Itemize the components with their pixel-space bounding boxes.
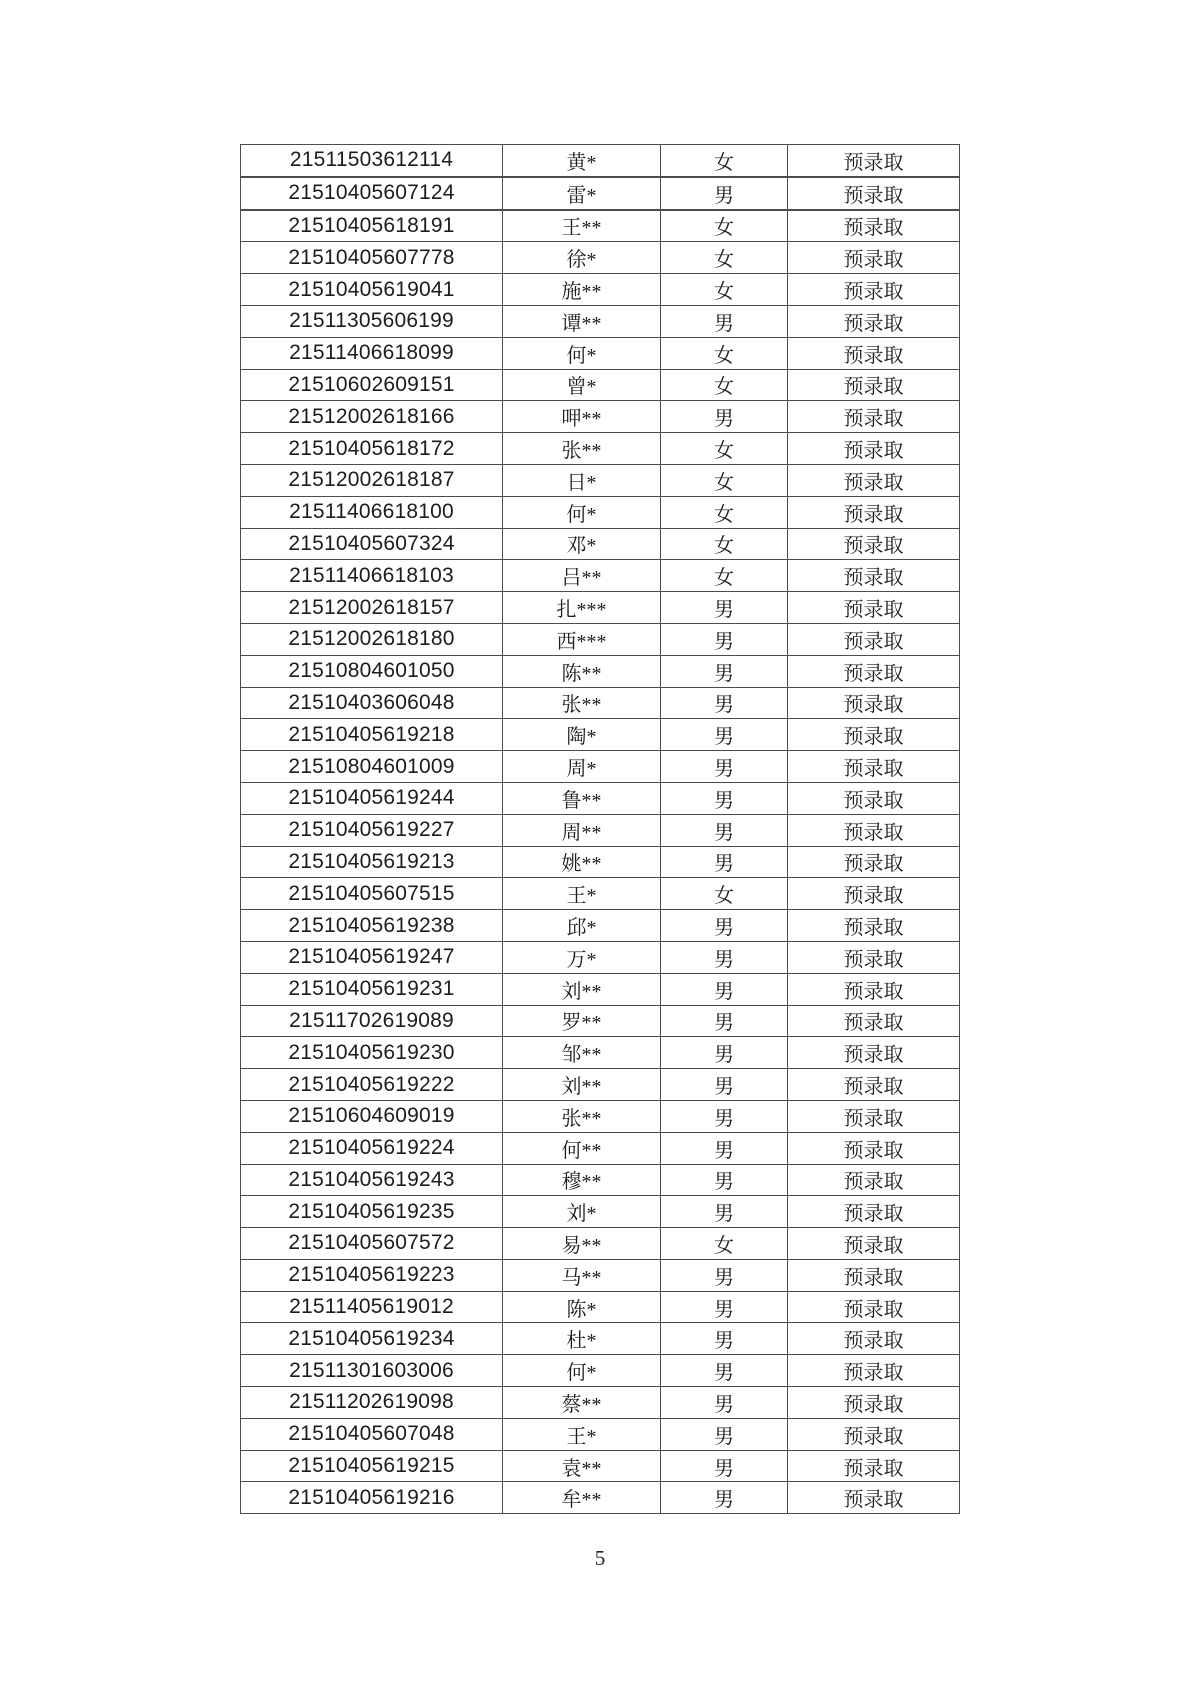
table-row: [241, 751, 960, 783]
cell-exam-id: 21511305606199: [241, 305, 503, 337]
table-row: [241, 782, 960, 814]
cell-gender: 男: [661, 1100, 788, 1132]
cell-gender: 男: [661, 1355, 788, 1387]
cell-gender: 女: [661, 528, 788, 560]
cell-status: 预录取: [788, 814, 960, 846]
cell-gender: 男: [661, 910, 788, 942]
cell-gender: 男: [661, 401, 788, 433]
cell-gender: 男: [661, 1005, 788, 1037]
table-row: [241, 687, 960, 719]
admission-roster-table: [240, 144, 960, 1514]
cell-name: 吕**: [503, 560, 661, 592]
cell-gender: 男: [661, 1132, 788, 1164]
cell-exam-id: 21510405619231: [241, 973, 503, 1005]
cell-status: 预录取: [788, 1069, 960, 1101]
cell-exam-id: 21510405619234: [241, 1323, 503, 1355]
table-row: [241, 496, 960, 528]
table-row: [241, 655, 960, 687]
cell-gender: 男: [661, 177, 788, 210]
cell-status: 预录取: [788, 623, 960, 655]
cell-exam-id: 21510405619227: [241, 814, 503, 846]
cell-exam-id: 21511406618099: [241, 337, 503, 369]
cell-status: 预录取: [788, 210, 960, 242]
cell-exam-id: 21511406618100: [241, 496, 503, 528]
cell-status: 预录取: [788, 1387, 960, 1419]
cell-status: 预录取: [788, 177, 960, 210]
cell-exam-id: 21510405619235: [241, 1196, 503, 1228]
cell-name: 蔡**: [503, 1387, 661, 1419]
cell-name: 施**: [503, 274, 661, 306]
cell-status: 预录取: [788, 337, 960, 369]
cell-name: 曾*: [503, 369, 661, 401]
cell-gender: 男: [661, 973, 788, 1005]
cell-exam-id: 21510405619213: [241, 846, 503, 878]
table-row: [241, 305, 960, 337]
cell-exam-id: 21511406618103: [241, 560, 503, 592]
cell-gender: 女: [661, 369, 788, 401]
cell-name: 陈**: [503, 655, 661, 687]
cell-name: 王*: [503, 1418, 661, 1450]
cell-name: 姚**: [503, 846, 661, 878]
cell-status: 预录取: [788, 369, 960, 401]
cell-status: 预录取: [788, 1005, 960, 1037]
cell-exam-id: 21510405619238: [241, 910, 503, 942]
cell-exam-id: 21510405619218: [241, 719, 503, 751]
cell-status: 预录取: [788, 1132, 960, 1164]
cell-name: 周**: [503, 814, 661, 846]
cell-name: 穆**: [503, 1164, 661, 1196]
table-row: [241, 433, 960, 465]
table-row: [241, 878, 960, 910]
cell-exam-id: 21510405619041: [241, 274, 503, 306]
cell-exam-id: 21510405619224: [241, 1132, 503, 1164]
cell-gender: 男: [661, 1291, 788, 1323]
cell-status: 预录取: [788, 1450, 960, 1482]
cell-status: 预录取: [788, 1100, 960, 1132]
cell-gender: 男: [661, 719, 788, 751]
cell-exam-id: 21512002618157: [241, 592, 503, 624]
cell-status: 预录取: [788, 433, 960, 465]
table-row: [241, 369, 960, 401]
cell-status: 预录取: [788, 242, 960, 274]
cell-exam-id: 21512002618166: [241, 401, 503, 433]
cell-gender: 男: [661, 1069, 788, 1101]
cell-name: 袁**: [503, 1450, 661, 1482]
table-row: [241, 1482, 960, 1514]
cell-name: 王**: [503, 210, 661, 242]
table-row: [241, 1450, 960, 1482]
table-row: [241, 1355, 960, 1387]
table-row: [241, 973, 960, 1005]
cell-status: 预录取: [788, 1323, 960, 1355]
cell-name: 刘*: [503, 1196, 661, 1228]
cell-gender: 女: [661, 242, 788, 274]
table-row: [241, 210, 960, 242]
table-row: [241, 1418, 960, 1450]
roster-table-body: [241, 145, 960, 1514]
table-row: [241, 814, 960, 846]
cell-status: 预录取: [788, 1291, 960, 1323]
table-row: [241, 1259, 960, 1291]
table-row: [241, 592, 960, 624]
cell-status: 预录取: [788, 1418, 960, 1450]
cell-name: 易**: [503, 1228, 661, 1260]
cell-status: 预录取: [788, 846, 960, 878]
table-row: [241, 910, 960, 942]
cell-exam-id: 21511405619012: [241, 1291, 503, 1323]
cell-gender: 男: [661, 1037, 788, 1069]
cell-gender: 男: [661, 751, 788, 783]
table-row: [241, 1164, 960, 1196]
cell-gender: 男: [661, 687, 788, 719]
cell-name: 马**: [503, 1259, 661, 1291]
cell-name: 何*: [503, 337, 661, 369]
cell-name: 陶*: [503, 719, 661, 751]
cell-status: 预录取: [788, 1164, 960, 1196]
cell-name: 牟**: [503, 1482, 661, 1514]
cell-exam-id: 21510403606048: [241, 687, 503, 719]
cell-exam-id: 21510405607124: [241, 177, 503, 210]
cell-name: 何*: [503, 1355, 661, 1387]
cell-status: 预录取: [788, 751, 960, 783]
cell-gender: 女: [661, 210, 788, 242]
cell-status: 预录取: [788, 528, 960, 560]
cell-gender: 女: [661, 1228, 788, 1260]
cell-exam-id: 21510405607324: [241, 528, 503, 560]
cell-status: 预录取: [788, 878, 960, 910]
cell-gender: 女: [661, 464, 788, 496]
cell-exam-id: 21510405607048: [241, 1418, 503, 1450]
table-row: [241, 1005, 960, 1037]
cell-status: 预录取: [788, 145, 960, 177]
cell-name: 王*: [503, 878, 661, 910]
cell-gender: 男: [661, 941, 788, 973]
table-row: [241, 1196, 960, 1228]
cell-status: 预录取: [788, 1196, 960, 1228]
cell-name: 何*: [503, 496, 661, 528]
cell-name: 西***: [503, 623, 661, 655]
cell-exam-id: 21512002618187: [241, 464, 503, 496]
cell-name: 张**: [503, 687, 661, 719]
table-row: [241, 1069, 960, 1101]
cell-gender: 男: [661, 623, 788, 655]
cell-name: 刘**: [503, 973, 661, 1005]
cell-exam-id: 21510405619222: [241, 1069, 503, 1101]
cell-exam-id: 21510405619230: [241, 1037, 503, 1069]
cell-name: 雷*: [503, 177, 661, 210]
table-row: [241, 1291, 960, 1323]
table-row: [241, 401, 960, 433]
cell-gender: 女: [661, 878, 788, 910]
cell-gender: 女: [661, 337, 788, 369]
cell-exam-id: 21511503612114: [241, 145, 503, 177]
cell-name: 何**: [503, 1132, 661, 1164]
page-number: 5: [594, 1546, 606, 1570]
cell-gender: 女: [661, 274, 788, 306]
cell-exam-id: 21511702619089: [241, 1005, 503, 1037]
cell-status: 预录取: [788, 496, 960, 528]
table-row: [241, 337, 960, 369]
cell-status: 预录取: [788, 1228, 960, 1260]
cell-gender: 男: [661, 1450, 788, 1482]
table-row: [241, 1228, 960, 1260]
cell-exam-id: 21511301603006: [241, 1355, 503, 1387]
cell-gender: 男: [661, 1164, 788, 1196]
table-row: [241, 464, 960, 496]
cell-exam-id: 21510405607572: [241, 1228, 503, 1260]
cell-status: 预录取: [788, 782, 960, 814]
cell-name: 鲁**: [503, 782, 661, 814]
cell-name: 张**: [503, 1100, 661, 1132]
cell-gender: 男: [661, 1323, 788, 1355]
cell-status: 预录取: [788, 305, 960, 337]
cell-exam-id: 21511202619098: [241, 1387, 503, 1419]
table-row: [241, 846, 960, 878]
cell-status: 预录取: [788, 1259, 960, 1291]
cell-name: 徐*: [503, 242, 661, 274]
table-row: [241, 1037, 960, 1069]
cell-name: 杜*: [503, 1323, 661, 1355]
cell-exam-id: 21510804601050: [241, 655, 503, 687]
cell-name: 万*: [503, 941, 661, 973]
cell-gender: 男: [661, 305, 788, 337]
cell-status: 预录取: [788, 910, 960, 942]
table-row: [241, 1100, 960, 1132]
cell-exam-id: 21510405607778: [241, 242, 503, 274]
cell-name: 邹**: [503, 1037, 661, 1069]
cell-gender: 男: [661, 1387, 788, 1419]
cell-status: 预录取: [788, 274, 960, 306]
cell-exam-id: 21510405619223: [241, 1259, 503, 1291]
table-row: [241, 1387, 960, 1419]
cell-name: 张**: [503, 433, 661, 465]
cell-gender: 男: [661, 1482, 788, 1514]
table-row: [241, 623, 960, 655]
cell-gender: 男: [661, 1418, 788, 1450]
cell-name: 刘**: [503, 1069, 661, 1101]
cell-exam-id: 21510405619243: [241, 1164, 503, 1196]
cell-gender: 男: [661, 782, 788, 814]
table-row: [241, 145, 960, 177]
cell-exam-id: 21510405619247: [241, 941, 503, 973]
cell-gender: 女: [661, 433, 788, 465]
table-row: [241, 1323, 960, 1355]
cell-exam-id: 21510405618172: [241, 433, 503, 465]
cell-name: 周*: [503, 751, 661, 783]
table-row: [241, 242, 960, 274]
cell-status: 预录取: [788, 401, 960, 433]
table-row: [241, 274, 960, 306]
cell-status: 预录取: [788, 1037, 960, 1069]
cell-status: 预录取: [788, 687, 960, 719]
cell-gender: 男: [661, 1196, 788, 1228]
cell-exam-id: 21510405618191: [241, 210, 503, 242]
cell-name: 谭**: [503, 305, 661, 337]
cell-name: 罗**: [503, 1005, 661, 1037]
table-row: [241, 528, 960, 560]
cell-name: 黄*: [503, 145, 661, 177]
cell-status: 预录取: [788, 655, 960, 687]
cell-gender: 男: [661, 1259, 788, 1291]
table-row: [241, 941, 960, 973]
cell-gender: 女: [661, 560, 788, 592]
cell-gender: 男: [661, 592, 788, 624]
cell-name: 日*: [503, 464, 661, 496]
cell-name: 呷**: [503, 401, 661, 433]
cell-name: 邱*: [503, 910, 661, 942]
table-row: [241, 560, 960, 592]
cell-status: 预录取: [788, 941, 960, 973]
cell-exam-id: 21512002618180: [241, 623, 503, 655]
cell-gender: 女: [661, 145, 788, 177]
cell-exam-id: 21510804601009: [241, 751, 503, 783]
table-row: [241, 177, 960, 210]
cell-status: 预录取: [788, 592, 960, 624]
cell-gender: 男: [661, 846, 788, 878]
cell-name: 陈*: [503, 1291, 661, 1323]
cell-exam-id: 21510602609151: [241, 369, 503, 401]
cell-exam-id: 21510405607515: [241, 878, 503, 910]
table-row: [241, 719, 960, 751]
cell-exam-id: 21510405619215: [241, 1450, 503, 1482]
cell-status: 预录取: [788, 464, 960, 496]
cell-status: 预录取: [788, 1482, 960, 1514]
cell-name: 扎***: [503, 592, 661, 624]
cell-name: 邓*: [503, 528, 661, 560]
cell-status: 预录取: [788, 1355, 960, 1387]
cell-status: 预录取: [788, 719, 960, 751]
cell-status: 预录取: [788, 560, 960, 592]
cell-exam-id: 21510405619244: [241, 782, 503, 814]
table-row: [241, 1132, 960, 1164]
cell-gender: 男: [661, 814, 788, 846]
cell-exam-id: 21510604609019: [241, 1100, 503, 1132]
cell-gender: 女: [661, 496, 788, 528]
cell-status: 预录取: [788, 973, 960, 1005]
cell-exam-id: 21510405619216: [241, 1482, 503, 1514]
cell-gender: 男: [661, 655, 788, 687]
